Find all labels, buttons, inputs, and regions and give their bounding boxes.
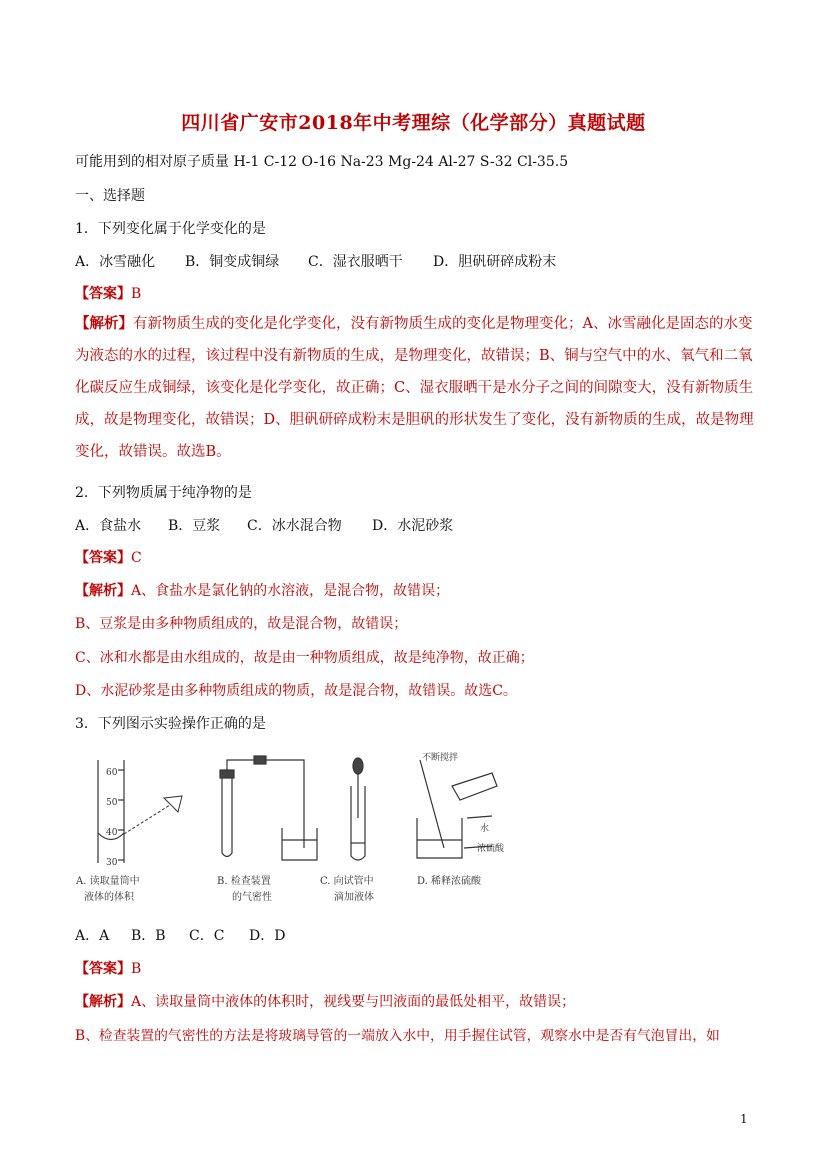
answer-label: 【答案】: [75, 961, 131, 977]
eye-sightline: [124, 796, 182, 834]
analysis-text: A、读取量筒中液体的体积时，视线要与凹液面的最低处相平，故错误；: [131, 994, 576, 1010]
dropper-setup: [351, 758, 365, 860]
q2-analysis-c: C、冰和水都是由水组成的，故是由一种物质组成，故是纯净物，故正确；: [75, 650, 534, 666]
q3-option-c: C．C: [189, 928, 225, 944]
q1-options: [75, 251, 765, 271]
q3-option-a: A．A: [75, 928, 110, 944]
analysis-label: 【解析】: [75, 583, 131, 599]
q2-answer: [75, 547, 765, 567]
label-stir: 不断搅拌: [422, 753, 459, 763]
q1-answer: [75, 283, 765, 303]
analysis-text: A、食盐水是氯化钠的水溶液，是混合物，故错误；: [131, 583, 450, 599]
q3-options: [75, 925, 765, 945]
caption-b-line1: B. 检查装置: [217, 876, 271, 887]
page-title: 四川省广安市2018年中考理综（化学部分）真题试题: [181, 112, 646, 134]
q3-analysis-b: B、检查装置的气密性的方法是将玻璃导管的一端放入水中，用手握住试管，观察水中是否有气泡冒出，如: [75, 1028, 720, 1044]
analysis-label: 【解析】: [75, 994, 131, 1010]
section-heading: 一、选择题: [75, 188, 145, 204]
q3-stem: 3．下列图示实验操作正确的是: [75, 716, 266, 732]
caption-a-line2: 液体的体积: [84, 892, 134, 903]
page-number: 1: [740, 1112, 748, 1126]
label-acid: 浓硫酸: [477, 844, 505, 854]
q1-stem: 1．下列变化属于化学变化的是: [75, 221, 266, 237]
label-water: 水: [480, 824, 490, 834]
q1-option-b: B．铜变成铜绿: [185, 254, 280, 270]
tick-50: 50: [106, 798, 118, 808]
q2-analysis-d: D、水泥砂浆是由多种物质组成的物质，故是混合物，故错误。故选C。: [75, 683, 517, 699]
answer-value: B: [131, 961, 142, 977]
tick-30: 30: [106, 858, 118, 868]
q1-option-c: C．湿衣服晒干: [308, 254, 403, 270]
airtightness-setup: [220, 756, 317, 860]
caption-d-line1: D. 稀释浓硫酸: [417, 876, 482, 887]
q2-option-a: A．食盐水: [75, 518, 142, 534]
q2-analysis-b: B、豆浆是由多种物质组成的，故是混合物，故错误；: [75, 616, 408, 632]
answer-label: 【答案】: [75, 286, 131, 302]
caption-c-line2: 滴加液体: [334, 892, 374, 903]
answer-value: B: [131, 286, 142, 302]
caption-b-line2: 的气密性: [232, 892, 272, 903]
q3-answer: [75, 958, 765, 978]
tick-60: 60: [106, 768, 118, 778]
q2-stem: 2．下列物质属于纯净物的是: [75, 485, 252, 501]
q1-analysis: [75, 308, 765, 468]
q3-analysis-a: [75, 991, 765, 1011]
q1-option-d: D．胆矾研碎成粉末: [433, 254, 557, 270]
q3-option-d: D．D: [249, 928, 286, 944]
q2-analysis-a: [75, 580, 765, 600]
atomic-mass-line: 可能用到的相对原子质量 H-1 C-12 O-16 Na-23 Mg-24 Al-27 S-32 Cl-35.5: [75, 154, 569, 170]
q3-figure: [72, 748, 512, 913]
q2-options: [75, 515, 765, 535]
q1-option-a: A．冰雪融化: [75, 254, 156, 270]
q2-option-b: B．豆浆: [168, 518, 221, 534]
q2-option-d: D．水泥砂浆: [372, 518, 454, 534]
q3-option-b: B．B: [131, 928, 166, 944]
analysis-label: 【解析】: [75, 315, 133, 332]
tick-40: 40: [106, 828, 118, 838]
answer-value: C: [131, 550, 142, 566]
answer-label: 【答案】: [75, 550, 131, 566]
analysis-text: 有新物质生成的变化是化学变化，没有新物质生成的变化是物理变化；A、冰雪融化是固态的水变为液态的水的过程，该过程中没有新物质的生成，是物理变化，故错误；B、铜与空气中的水、氧气和二氧化碳反应生成铜绿，该变化是化学变化，故正确；C、湿衣服晒干是水分子之间的间隙变大，没有新物质生成，故是物理变化，故错误；D、胆矾研碎成粉末是胆矾的形状发生了变化，没有新物质的生成，故是物理变化，故错误。故选B。: [75, 316, 754, 460]
q2-option-c: C．冰水混合物: [247, 518, 342, 534]
caption-c-line1: C. 向试管中: [320, 876, 374, 887]
caption-a-line1: A. 读取量筒中: [76, 876, 140, 887]
